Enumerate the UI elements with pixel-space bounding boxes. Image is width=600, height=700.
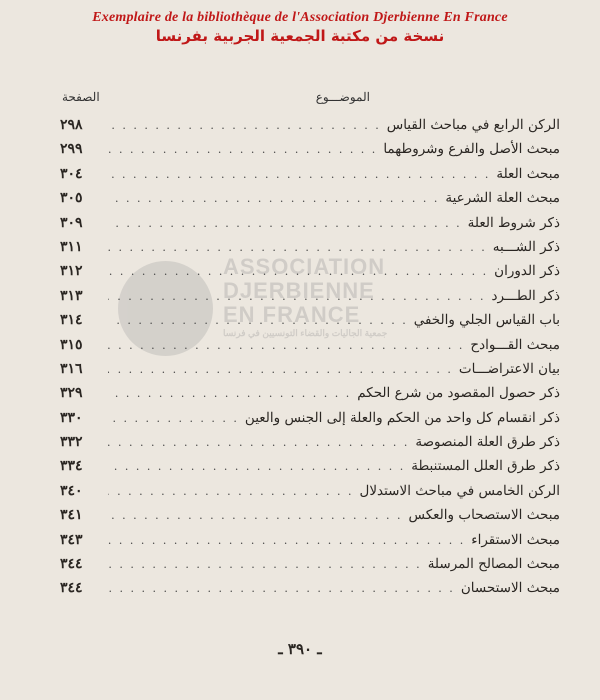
- toc-leader-dots: [108, 387, 351, 400]
- library-stamp-french: Exemplaire de la bibliothèque de l'Association Djerbienne En France: [92, 10, 508, 25]
- toc-entry-title: ذكر الطـــرد: [491, 287, 560, 304]
- toc-entry-title: ذكر انقسام كل واحد من الحكم والعلة إلى الجنس والعين: [244, 409, 560, 426]
- toc-entry-title: مبحث العلة: [496, 165, 560, 182]
- toc-leader-dots: [108, 143, 377, 156]
- table-of-contents: [60, 117, 560, 605]
- toc-entry-page: ٣٣٠: [60, 409, 83, 426]
- toc-entry: [60, 361, 560, 385]
- toc-entry-title: ذكر الدوران: [494, 263, 560, 280]
- toc-entry-page: ٣١٣: [60, 287, 83, 304]
- toc-leader-dots: [108, 485, 354, 498]
- toc-entry-page: ٣٤٤: [60, 556, 83, 573]
- toc-entry-title: مبحث الاستصحاب والعكس: [408, 507, 560, 524]
- toc-entry-title: مبحث الاستحسان: [460, 580, 560, 597]
- toc-leader-dots: [108, 265, 488, 278]
- toc-entry-page: ٣٤١: [60, 507, 83, 524]
- toc-leader-dots: [108, 168, 490, 181]
- toc-entry: [60, 215, 560, 239]
- toc-entry: [60, 117, 560, 141]
- toc-entry-page: ٣١٢: [60, 263, 83, 280]
- column-header-topic: الموضـــوع: [315, 90, 370, 104]
- toc-leader-dots: [108, 119, 381, 132]
- toc-entry-page: ٣١٤: [60, 312, 83, 329]
- toc-leader-dots: [108, 412, 239, 425]
- toc-entry-title: باب القياس الجلي والخفي: [413, 312, 560, 329]
- toc-entry-page: ٣٣٢: [60, 434, 83, 451]
- toc-leader-dots: [108, 339, 464, 352]
- toc-entry: [60, 288, 560, 312]
- toc-entry: [60, 166, 560, 190]
- watermark-text: ASSOCIATION DJERBIENNE EN FRANCE جمعية الجاليات والقضاء التونسيين في فرنسا: [223, 254, 388, 338]
- page-number: ـ ٣٩٠ ـ: [278, 640, 322, 658]
- toc-entry-page: ٣١١: [60, 238, 83, 255]
- toc-leader-dots: [108, 460, 405, 473]
- toc-leader-dots: [108, 436, 409, 449]
- toc-leader-dots: [108, 558, 422, 571]
- toc-column-headers: [60, 90, 560, 110]
- library-stamp-arabic: نسخة من مكتبة الجمعية الجربية بفرنسا: [155, 27, 445, 45]
- toc-entry: [60, 507, 560, 531]
- toc-entry-page: ٣٠٩: [60, 214, 83, 231]
- toc-leader-dots: [108, 314, 408, 327]
- toc-entry: [60, 532, 560, 556]
- toc-entry: [60, 458, 560, 482]
- toc-leader-dots: [108, 241, 487, 254]
- toc-leader-dots: [108, 192, 439, 205]
- toc-entry: [60, 190, 560, 214]
- toc-entry-title: ذكر حصول المقصود من شرع الحكم: [357, 385, 560, 402]
- toc-entry-page: ٣٣٤: [60, 458, 83, 475]
- toc-entry: [60, 483, 560, 507]
- toc-entry-title: مبحث العلة الشرعية: [445, 190, 560, 207]
- toc-entry-title: بيان الاعتراضـــات: [458, 360, 560, 377]
- toc-entry-title: ذكر الشـــبه: [492, 238, 560, 255]
- toc-entry-page: ٣٤٠: [60, 482, 83, 499]
- toc-leader-dots: [108, 217, 462, 230]
- toc-entry: [60, 312, 560, 336]
- toc-leader-dots: [108, 534, 465, 547]
- toc-entry: [60, 337, 560, 361]
- toc-entry-title: مبحث المصالح المرسلة: [427, 556, 560, 573]
- toc-entry-title: مبحث القـــوادح: [470, 336, 560, 353]
- toc-entry-title: الركن الرابع في مباحث القياس: [386, 117, 560, 133]
- toc-entry-title: مبحث الأصل والفرع وشروطهما: [383, 141, 560, 158]
- toc-leader-dots: [108, 363, 453, 376]
- toc-entry-page: ٣٢٩: [60, 385, 83, 402]
- toc-entry: [60, 141, 560, 165]
- toc-entry-page: ٣٠٤: [60, 165, 83, 182]
- toc-entry: [60, 263, 560, 287]
- toc-entry-page: ٣٤٤: [60, 580, 83, 597]
- toc-entry-title: ذكر طرق العلل المستنبطة: [411, 458, 560, 475]
- toc-entry-title: الركن الخامس في مباحث الاستدلال: [359, 482, 560, 499]
- toc-leader-dots: [108, 582, 455, 595]
- toc-entry: [60, 239, 560, 263]
- toc-entry: [60, 580, 560, 604]
- toc-entry: [60, 556, 560, 580]
- toc-entry-page: ٣١٦: [60, 360, 83, 377]
- toc-entry: [60, 434, 560, 458]
- toc-entry-page: ٢٩٩: [60, 141, 83, 158]
- toc-entry: [60, 410, 560, 434]
- toc-leader-dots: [108, 509, 403, 522]
- toc-entry-title: ذكر طرق العلة المنصوصة: [415, 434, 560, 451]
- toc-entry-title: ذكر شروط العلة: [467, 214, 560, 231]
- toc-entry-page: ٣١٥: [60, 336, 83, 353]
- column-header-page: الصفحة: [62, 90, 100, 104]
- toc-entry: [60, 385, 560, 409]
- toc-entry-page: ٣٠٥: [60, 190, 83, 207]
- toc-entry-title: مبحث الاستقراء: [471, 531, 560, 548]
- toc-entry-page: ٢٩٨: [60, 117, 83, 133]
- toc-leader-dots: [108, 290, 486, 303]
- toc-entry-page: ٣٤٣: [60, 531, 83, 548]
